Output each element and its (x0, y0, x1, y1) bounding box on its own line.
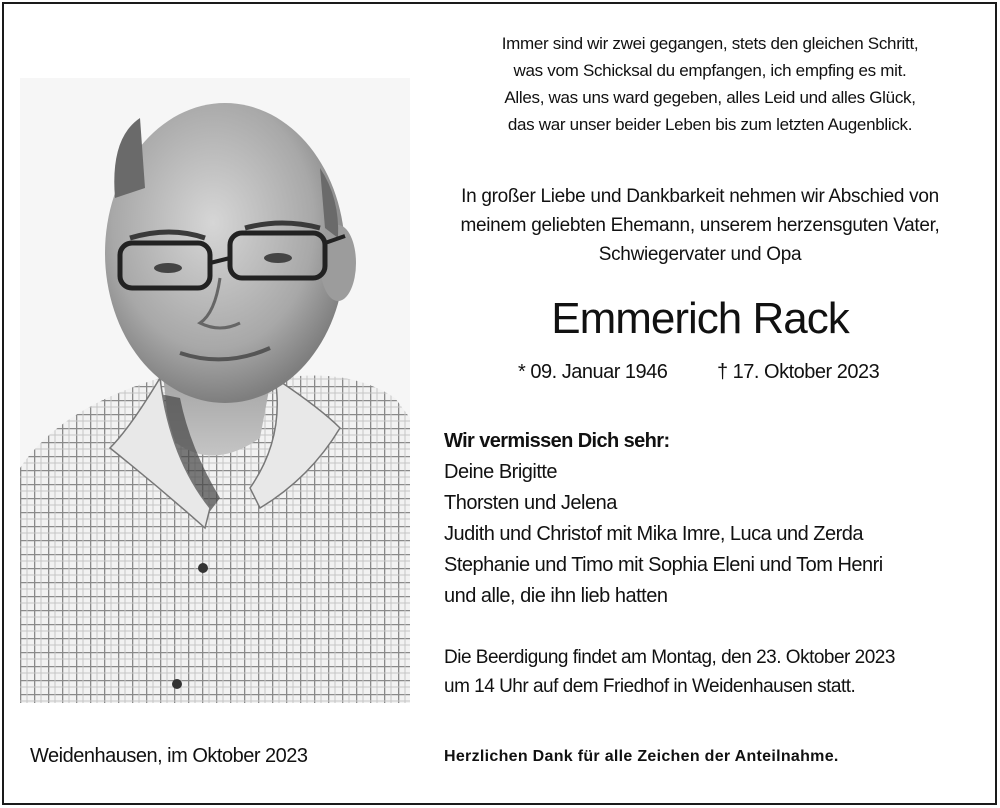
portrait-photo (20, 78, 410, 703)
mourner-line: Stephanie und Timo mit Sophia Eleni und Tom Henri (444, 554, 883, 576)
thanks-note: Herzlichen Dank für alle Zeichen der Anteilnahme. (444, 748, 839, 765)
poem-line: was vom Schicksal du empfangen, ich empfing es mit. (513, 61, 907, 80)
mourner-line: und alle, die ihn lieb hatten (444, 585, 668, 607)
birth-date: * 09. Januar 1946 (518, 361, 668, 383)
mourners-list (444, 426, 974, 612)
farewell-line: meinem geliebten Ehemann, unserem herzensguten Vater, (460, 215, 940, 236)
funeral-line: Die Beerdigung findet am Montag, den 23. Oktober 2023 (444, 647, 895, 668)
mourner-line: Thorsten und Jelena (444, 492, 617, 514)
poem-line: Immer sind wir zwei gegangen, stets den gleichen Schritt, (501, 34, 919, 53)
funeral-line: um 14 Uhr auf dem Friedhof in Weidenhausen statt. (444, 676, 856, 697)
farewell-line: In großer Liebe und Dankbarkeit nehmen wir Abschied von (461, 186, 939, 207)
poem-line: das war unser beider Leben bis zum letzten Augenblick. (507, 115, 913, 134)
mourner-line: Deine Brigitte (444, 461, 558, 483)
place-date: Weidenhausen, im Oktober 2023 (30, 745, 308, 767)
farewell-text (430, 182, 970, 269)
mourners-heading: Wir vermissen Dich sehr: (444, 430, 670, 452)
mourner-line: Judith und Christof mit Mika Imre, Luca und Zerda (444, 523, 864, 545)
poem-line: Alles, was uns ward gegeben, alles Leid und alles Glück, (504, 88, 916, 107)
poem (470, 30, 950, 138)
death-date: † 17. Oktober 2023 (717, 361, 880, 383)
farewell-line: Schwiegervater und Opa (598, 244, 802, 265)
deceased-name: Emmerich Rack (551, 294, 849, 343)
funeral-info (444, 643, 984, 701)
